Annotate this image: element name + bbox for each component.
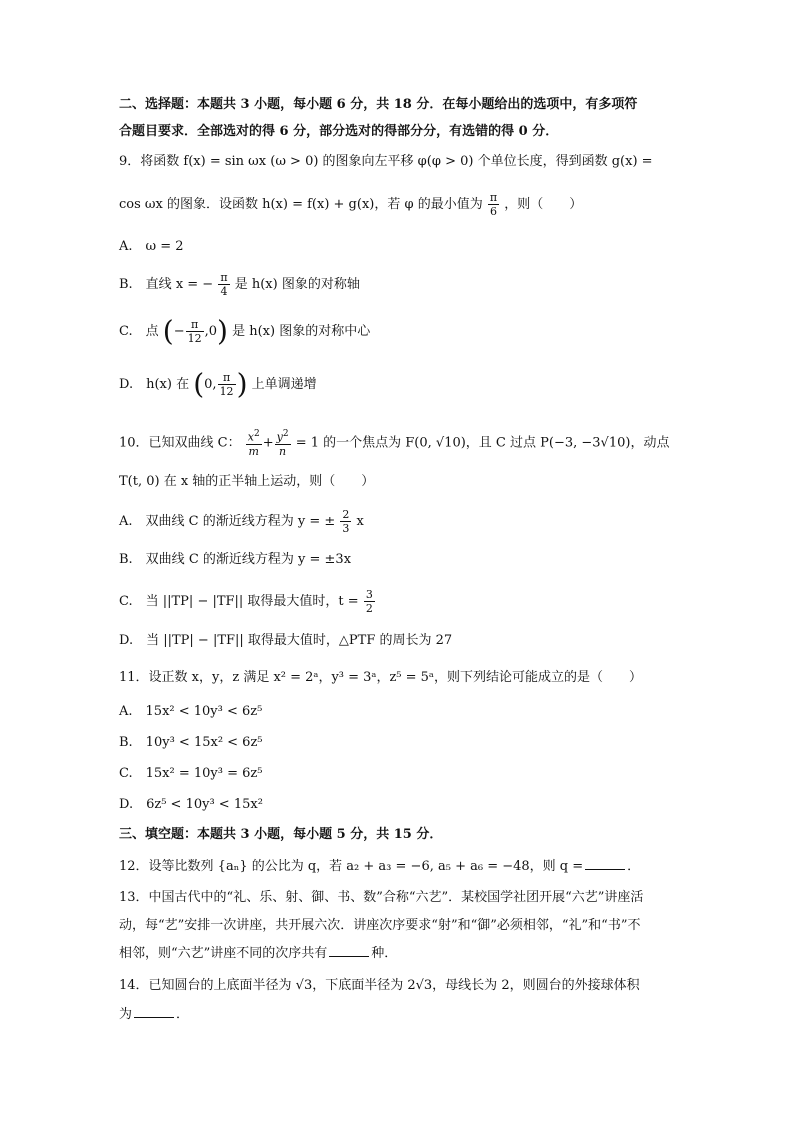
q9-fraction-denominator: 6 xyxy=(489,205,497,218)
q9-option-d-text: D. h(x) 在 xyxy=(119,377,190,392)
q10-option-c xyxy=(119,588,376,615)
section-2-title-continued: 合题目要求．全部选对的得 6 分，部分选对的得部分分，有选错的得 0 分． xyxy=(119,124,559,139)
q10-option-b: B. 双曲线 C 的渐近线方程为 y = ±3x xyxy=(119,552,352,567)
q12-stem-end: ． xyxy=(627,859,641,874)
q14-stem-end: ． xyxy=(176,1007,190,1022)
q9-stem-line2-end: ，则（ ） xyxy=(504,197,583,212)
right-paren-glyph: ) xyxy=(236,367,248,401)
q10-stem-line2: T(t, 0) 在 x 轴的正半轴上运动，则（ ） xyxy=(119,474,375,489)
q11-option-d: D. 6z⁵ < 10y³ < 15x² xyxy=(119,797,263,812)
q9-option-c: C. 点 (− $\frac{\pi}{12}$ ,0) 是 h(x) 图象的对称中心 xyxy=(119,314,371,348)
q14-stem-line2-text: 为 xyxy=(119,1007,133,1022)
q9-option-c-text: C. 点 xyxy=(119,324,159,339)
q10-option-c-fraction xyxy=(364,588,375,615)
q10-option-a-fraction xyxy=(340,508,351,535)
q10-y2-over-n: $\frac{y^2}{n}$ xyxy=(276,429,289,458)
q9-option-a: A. ω = 2 xyxy=(119,239,184,254)
right-paren-glyph: ) xyxy=(217,314,228,348)
q9-option-b-end: 是 h(x) 图象的对称轴 xyxy=(234,277,360,292)
q9-option-c-end: 是 h(x) 图象的对称中心 xyxy=(232,324,371,339)
q9-option-d-numerator: π xyxy=(218,371,236,385)
q9-option-b-denominator: 4 xyxy=(220,285,228,298)
q9-option-d-end: 上单调递增 xyxy=(251,377,317,392)
q12-stem xyxy=(119,857,640,877)
q9-stem-line2-text: cos ωx 的图象．设函数 h(x) = f(x) + g(x)，若 φ 的最小值为 xyxy=(119,197,483,212)
q13-stem-line1: 13．中国古代中的“礼、乐、射、御、书、数”合称“六艺”．某校国学社团开展“六艺”讲座活 xyxy=(119,890,644,905)
q10-option-a-text: A. 双曲线 C 的渐近线方程为 y = ± xyxy=(119,514,336,529)
q9-stem-line2 xyxy=(119,191,582,218)
q9-option-d: D. h(x) 在 (0, $\frac{\pi}{12}$ ) 上单调递增 xyxy=(119,367,317,401)
q9-option-d-fraction xyxy=(218,371,236,398)
q13-stem-line3-text: 相邻，则“六艺”讲座不同的次序共有 xyxy=(119,946,328,961)
q9-option-d-denominator: 12 xyxy=(219,385,234,398)
q12-stem-text: 12．设等比数列 {aₙ} 的公比为 q，若 a₂ + a₃ = −6, a₅ + a₆ = −48，则 q = xyxy=(119,859,584,874)
q9-fraction-numerator: π xyxy=(489,191,498,204)
q9-stem-line1: 9．将函数 f(x) = sin ωx (ω > 0) 的图象向左平移 φ(φ > 0) 个单位长度，得到函数 g(x) = xyxy=(119,154,653,169)
q10-option-a-numerator: 2 xyxy=(342,508,350,521)
q12-answer-blank[interactable] xyxy=(585,857,625,870)
q11-option-a: A. 15x² < 10y³ < 6z⁵ xyxy=(119,704,263,719)
left-paren-glyph: ( xyxy=(162,314,174,348)
q13-stem-line2: 动，每“艺”安排一次讲座，共开展六次．讲座次序要求“射”和“御”必须相邻，“礼”和“书”不 xyxy=(119,918,641,933)
q11-option-c: C. 15x² = 10y³ = 6z⁵ xyxy=(119,766,263,781)
q9-option-c-fraction xyxy=(186,318,204,345)
section-3-title: 三、填空题：本题共 3 小题，每小题 5 分，共 15 分． xyxy=(119,827,443,842)
q13-stem-end: 种． xyxy=(371,946,398,961)
q14-stem-line1: 14．已知圆台的上底面半径为 √3，下底面半径为 2√3，母线长为 2，则圆台的外接球体积 xyxy=(119,978,640,993)
left-paren-glyph: ( xyxy=(193,367,205,401)
q10-option-a-end: x xyxy=(356,514,364,529)
q10-option-d: D. 当 ||TP| − |TF|| 取得最大值时，△PTF 的周长为 27 xyxy=(119,633,453,648)
q11-stem: 11．设正数 x，y，z 满足 x² = 2ᵃ，y³ = 3ᵃ，z⁵ = 5ᵃ，则下列结论可能成立的是（ ） xyxy=(119,670,642,685)
q13-answer-blank[interactable] xyxy=(329,944,369,957)
q14-answer-blank[interactable] xyxy=(134,1005,174,1018)
q13-stem-line3 xyxy=(119,944,397,964)
q10-stem-line1-text: 10．已知双曲线 C： xyxy=(119,435,241,451)
q10-x2-over-m: $\frac{x^2}{m}$ xyxy=(247,429,260,458)
q10-option-a xyxy=(119,508,364,535)
q9-option-c-denominator: 12 xyxy=(187,332,202,345)
q14-stem-line2 xyxy=(119,1005,189,1025)
q10-option-a-denominator: 3 xyxy=(342,522,350,535)
q10-option-c-numerator: 3 xyxy=(365,588,373,601)
q9-option-b-numerator: π xyxy=(220,271,228,284)
q10-option-c-denominator: 2 xyxy=(365,602,373,615)
section-2-title: 二、选择题：本题共 3 小题，每小题 6 分，共 18 分．在每小题给出的选项中，有多项符 xyxy=(119,97,638,112)
q10-stem-line1: 10．已知双曲线 C： $\frac{x^2}{m}$ + $\frac{y^2}{n}$ = 1 的一个焦点为 F(0, √10)，且 C 过点 P(−3, −3√10)，动点 xyxy=(119,429,670,458)
q9-option-b-text: B. 直线 x = − xyxy=(119,277,214,292)
q10-stem-line1-end: = 1 的一个焦点为 F(0, √10)，且 C 过点 P(−3, −3√10)，动点 xyxy=(295,435,670,451)
q9-pi-over-6-fraction xyxy=(488,191,499,218)
q11-option-b: B. 10y³ < 15x² < 6z⁵ xyxy=(119,735,263,750)
q10-option-c-text: C. 当 ||TP| − |TF|| 取得最大值时，t = xyxy=(119,594,359,609)
q9-option-b xyxy=(119,271,360,298)
q9-option-b-fraction xyxy=(218,271,229,298)
q9-option-c-numerator: π xyxy=(186,318,204,332)
